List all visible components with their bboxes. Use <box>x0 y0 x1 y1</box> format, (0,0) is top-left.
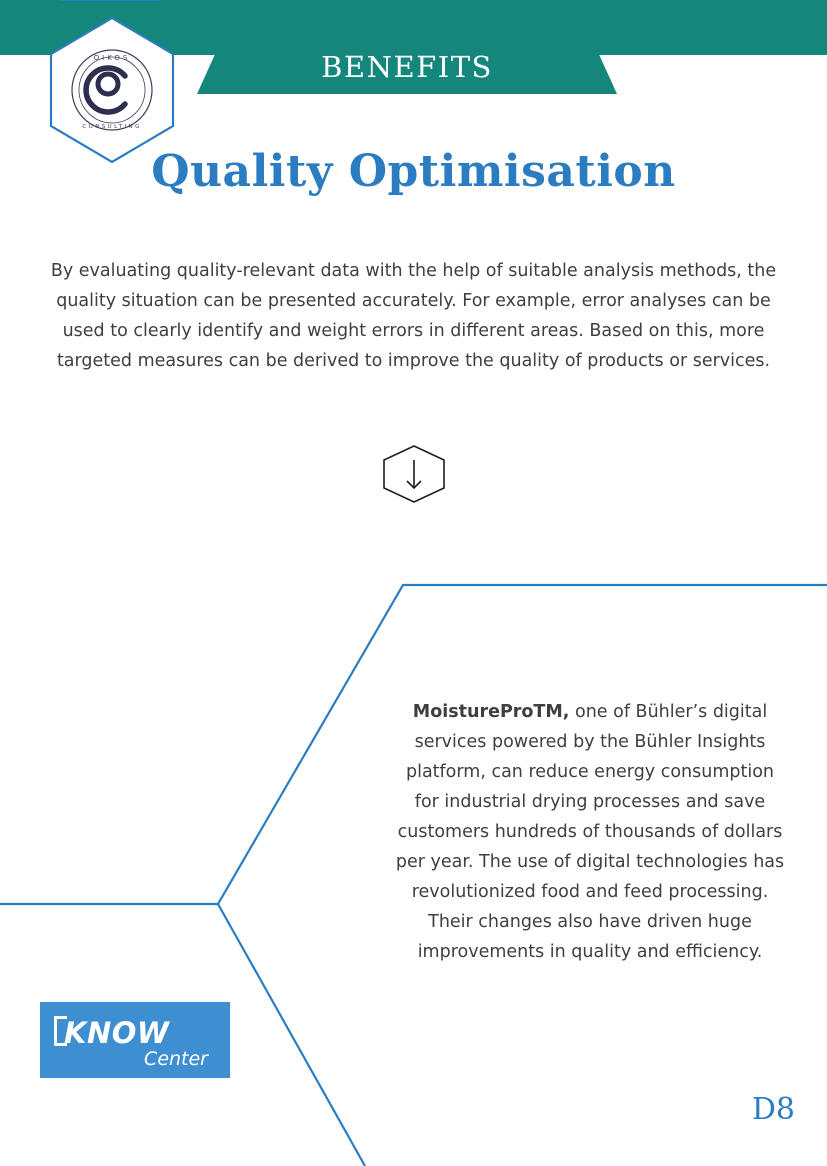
body-lead: MoistureProTM, <box>412 702 570 722</box>
section-label: BENEFITS <box>321 50 493 84</box>
know-label: KNOW <box>64 1016 170 1050</box>
intro-paragraph: By evaluating quality-relevant data with the help of suitable analysis methods, the quality situation can be presented accurately. For example, error analyses can be used to clearly identify and weight errors in different areas. Based on this, more targeted measures can be derived to improve the quality of products or services. <box>50 261 777 371</box>
know-center-logo <box>40 1002 230 1078</box>
svg-text:CONSULTING: CONSULTING <box>82 124 142 130</box>
body-rest: one of Bühler’s digital services powered by the Bühler Insights platform, can reduce energy consumption for industrial drying processes and save customers hundreds of thousands of dollars per year. The use of digital technologies has revolutionized food and feed processing. Their changes also have driven huge improvements in quality and efficiency. <box>395 702 785 962</box>
down-arrow-icon <box>381 444 447 504</box>
oikos-hexagon-logo <box>47 16 177 164</box>
page-number: D8 <box>751 1092 795 1127</box>
center-label: Center <box>144 1048 208 1070</box>
svg-text:OIKOS: OIKOS <box>93 54 131 62</box>
body-paragraph <box>395 697 785 967</box>
page-title: Quality Optimisation <box>151 146 676 197</box>
